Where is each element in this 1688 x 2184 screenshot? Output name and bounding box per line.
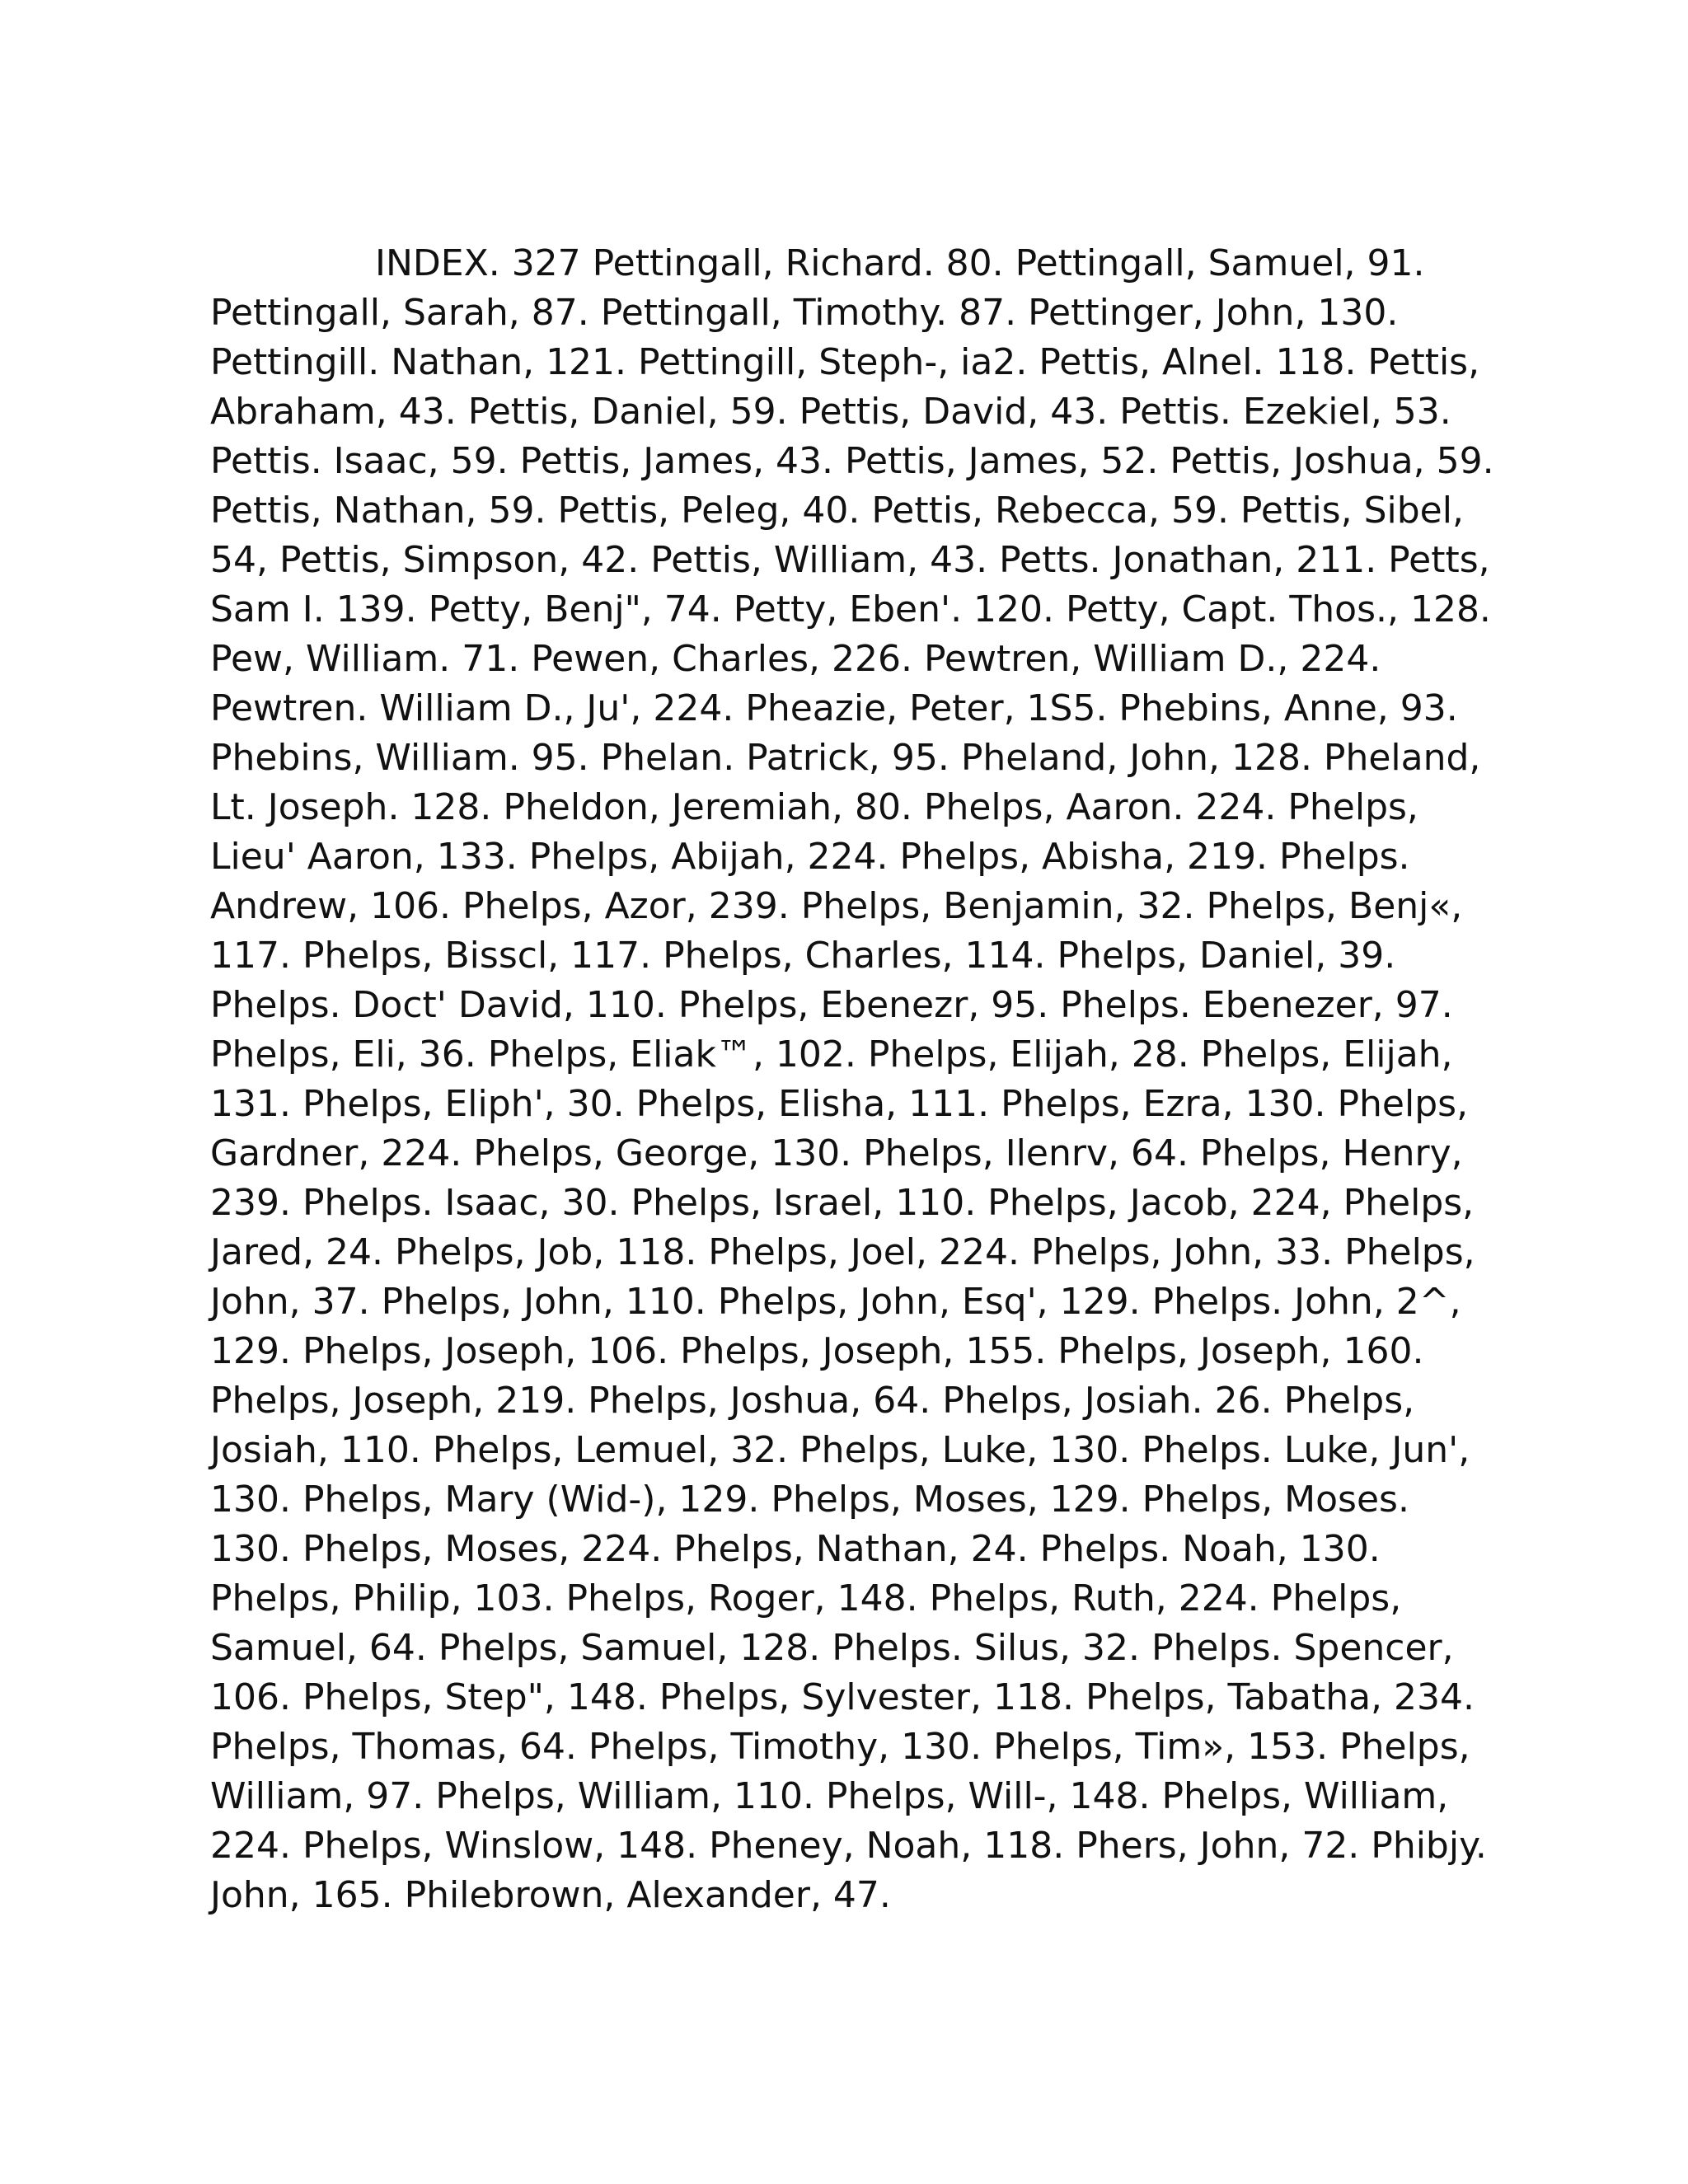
index-text: INDEX. 327 Pettingall, Richard. 80. Pettingall, Samuel, 91. Pettingall, Sarah, 87. Pettingall, Timothy. 87. Pettinger, John, 130. Pettingill. Nathan, 121. Pettingill, Steph-, ia2. Pettis, Alnel. 118. Pettis, Abraham, 43. Pettis, Daniel, 59. Pettis, David, 43. Pettis. Ezekiel, 53. Pettis. Isaac, 59. Pettis, James, 43. Pettis, James, 52. Pettis, Joshua, 59. Pettis, Nathan, 59. Pettis, Peleg, 40. Pettis, Rebecca, 59. Pettis, Sibel, 54, Pettis, Simpson, 42. Pettis, William, 43. Petts. Jonathan, 211. Petts, Sam I. 139. Petty, Benj", 74. Petty, Eben'. 120. Petty, Capt. Thos., 128. Pew, William. 71. Pewen, Charles, 226. Pewtren, William D., 224. Pewtren. William D., Ju', 224. Pheazie, Peter, 1S5. Phebins, Anne, 93. Phebins, William. 95. Phelan. Patrick, 95. Pheland, John, 128. Pheland, Lt. Joseph. 128. Pheldon, Jeremiah, 80. Phelps, Aaron. 224. Phelps, Lieu' Aaron, 133. Phelps, Abijah, 224. Phelps, Abisha, 219. Phelps. Andrew, 106. Phelps, Azor, 239. Phelps, Benjamin, 32. Phelps, Benj«, 117. Phelps, Bisscl, 117. Phelps, Charles, 114. Phelps, Daniel, 39. Phelps. Doct' David, 110. Phelps, Ebenezr, 95. Phelps. Ebenezer, 97. Phelps, Eli, 36. Phelps, Eliak™, 102. Phelps, Elijah, 28. Phelps, Elijah, 131. Phelps, Eliph', 30. Phelps, Elisha, 111. Phelps, Ezra, 130. Phelps, Gardner, 224. Phelps, George, 130. Phelps, Ilenrv, 64. Phelps, Henry, 239. Phelps. Isaac, 30. Phelps, Israel, 110. Phelps, Jacob, 224, Phelps, Jared, 24. Phelps, Job, 118. Phelps, Joel, 224. Phelps, John, 33. Phelps, John, 37. Phelps, John, 110. Phelps, John, Esq', 129. Phelps. John, 2^, 129. Phelps, Joseph, 106. Phelps, Joseph, 155. Phelps, Joseph, 160. Phelps, Joseph, 219. Phelps, Joshua, 64. Phelps, Josiah. 26. Phelps, Josiah, 110. Phelps, Lemuel, 32. Phelps, Luke, 130. Phelps. Luke, Jun', 130. Phelps, Mary (Wid-), 129. Phelps, Moses, 129. Phelps, Moses. 130. Phelps, Moses, 224. Phelps, Nathan, 24. Phelps. Noah, 130. Phelps, Philip, 103. Phelps, Roger, 148. Phelps, Ruth, 224. Phelps, Samuel, 64. Phelps, Samuel, 128. Phelps. Silus, 32. Phelps. Spencer, 106. Phelps, Step", 148. Phelps, Sylvester, 118. Phelps, Tabatha, 234. Phelps, Thomas, 64. Phelps, Timothy, 130. Phelps, Tim», 153. Phelps, William, 97. Phelps, William, 110. Phelps, Will-, 148. Phelps, William, 224. Phelps, Winslow, 148. Pheney, Noah, 118. Phers, John, 72. Phibjy. John, 165. Philebrown, Alexander, 47. [210, 242, 1494, 1916]
